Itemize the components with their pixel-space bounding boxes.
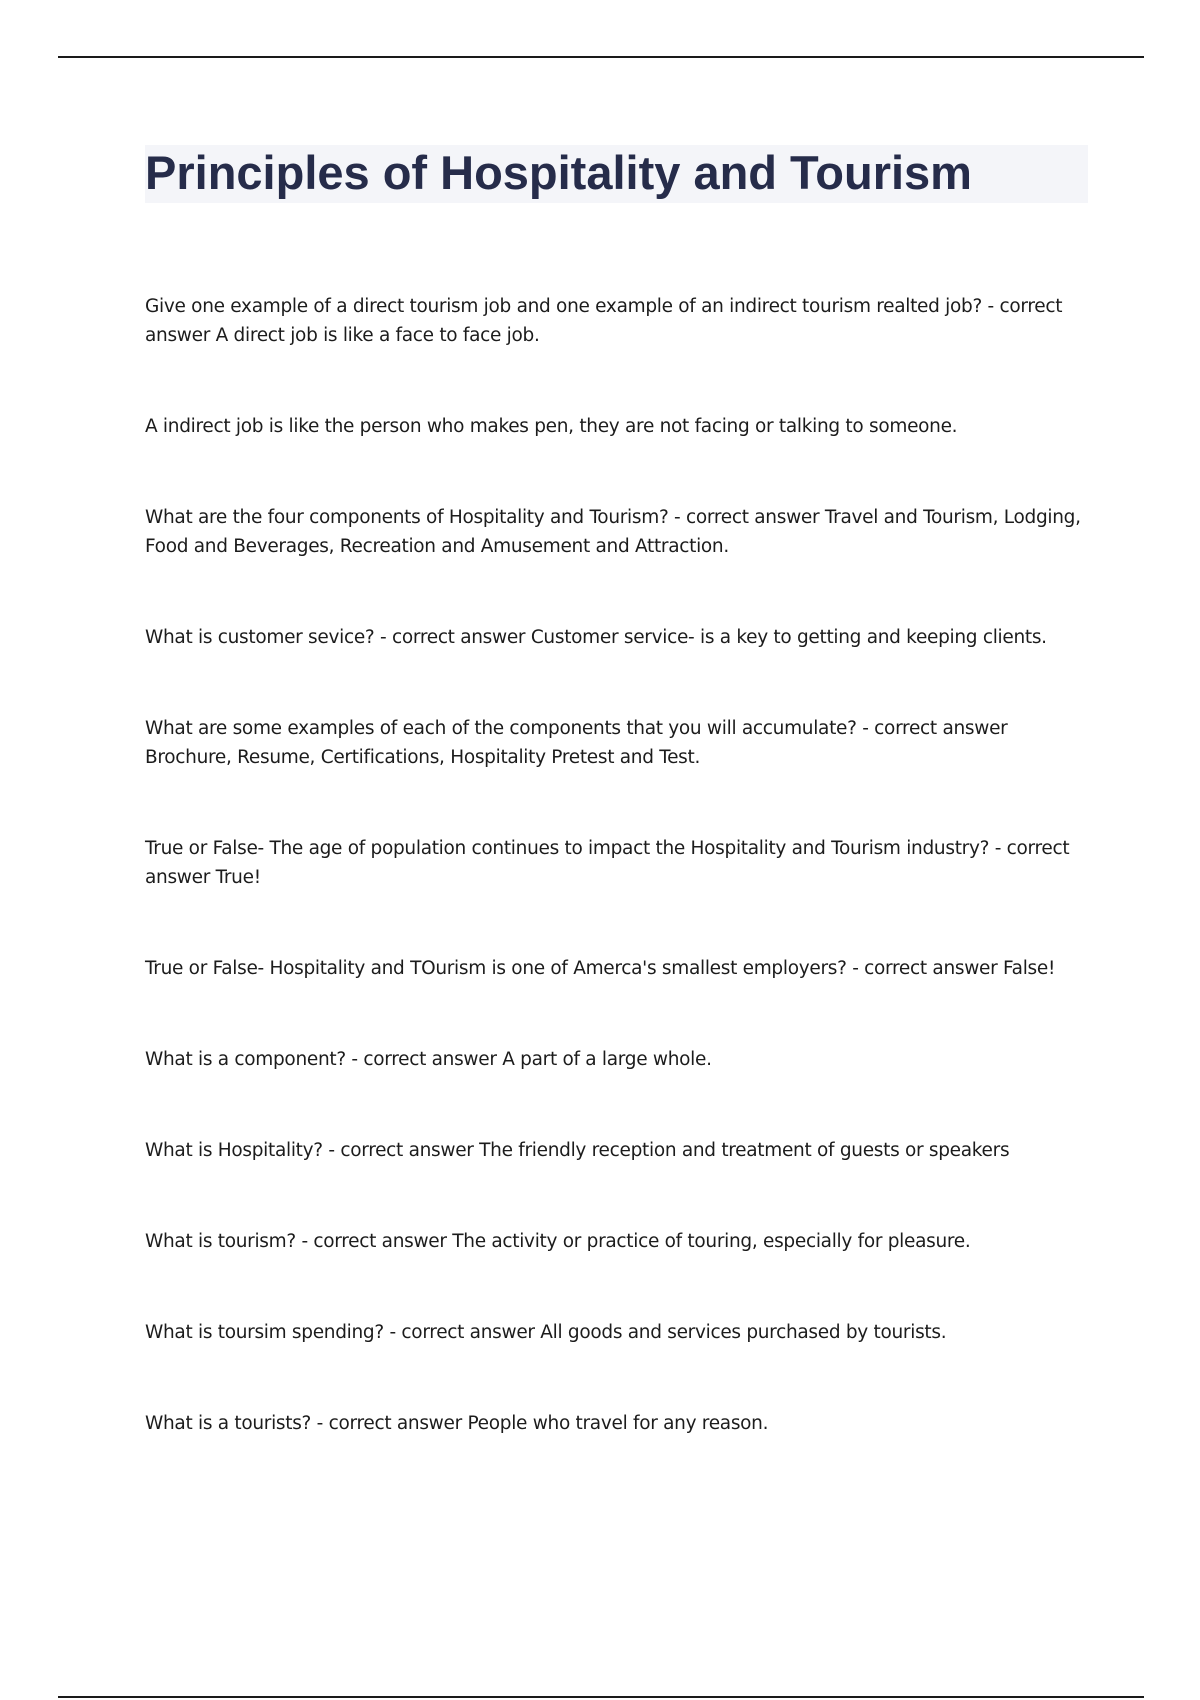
paragraph: What is customer sevice? - correct answer Customer service- is a key to getting and keeping clients. — [145, 627, 1047, 648]
paragraph: What is Hospitality? - correct answer The friendly reception and treatment of guests or speakers — [145, 1140, 1010, 1161]
document-body — [145, 292, 1095, 1500]
page-title: Principles of Hospitality and Tourism — [145, 146, 972, 199]
paragraph: What is a component? - correct answer A part of a large whole. — [145, 1049, 712, 1070]
paragraph: A indirect job is like the person who makes pen, they are not facing or talking to someone. — [145, 416, 958, 437]
paragraph: True or False- The age of population continues to impact the Hospitality and Tourism industry? - correct answer True! — [145, 838, 1070, 888]
paragraph: What are some examples of each of the components that you will accumulate? - correct answer Brochure, Resume, Certifications, Hospitality Pretest and Test. — [145, 718, 1008, 768]
paragraph: Give one example of a direct tourism job and one example of an indirect tourism realted job? - correct answer A direct job is like a face to face job. — [145, 296, 1063, 346]
top-rule — [58, 56, 1144, 58]
bottom-rule — [58, 1696, 1144, 1698]
paragraph: What are the four components of Hospitality and Tourism? - correct answer Travel and Tourism, Lodging, Food and Beverages, Recreation and Amusement and Attraction. — [145, 507, 1081, 557]
paragraph: What is toursim spending? - correct answer All goods and services purchased by tourists. — [145, 1322, 947, 1343]
paragraph: What is a tourists? - correct answer People who travel for any reason. — [145, 1413, 769, 1434]
paragraph: What is tourism? - correct answer The activity or practice of touring, especially for pleasure. — [145, 1231, 971, 1252]
paragraph: True or False- Hospitality and TOurism is one of Amerca's smallest employers? - correct answer False! — [145, 958, 1056, 979]
